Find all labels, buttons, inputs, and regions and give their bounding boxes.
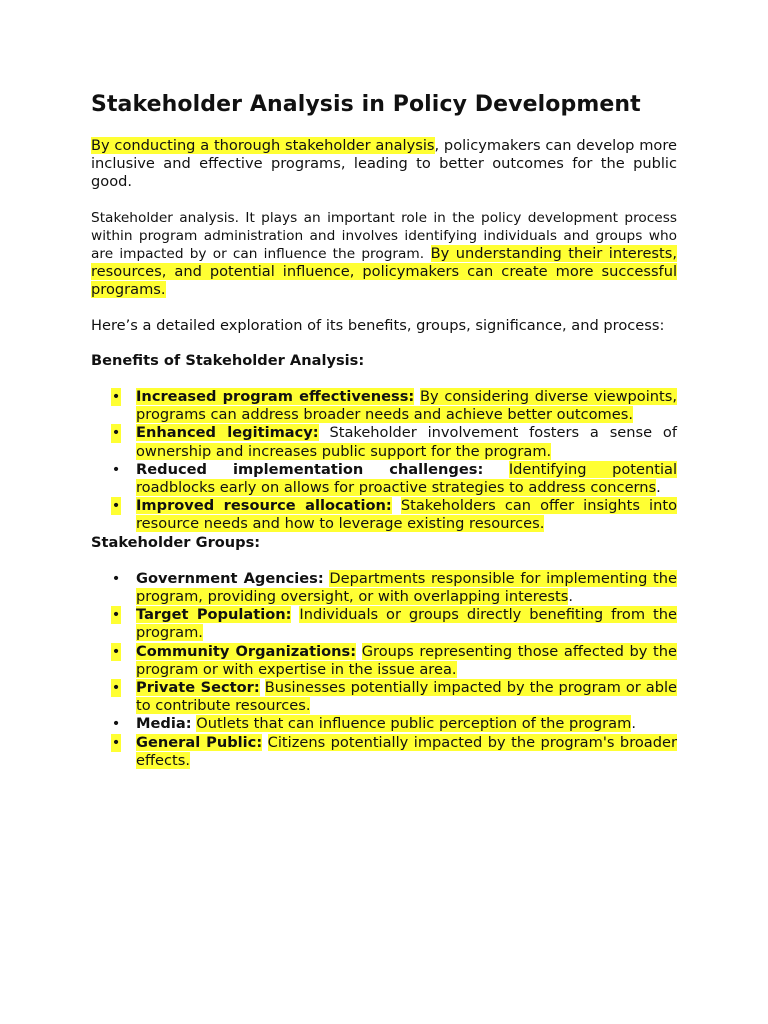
list-item: [91, 424, 677, 460]
list-item: [91, 643, 677, 679]
list-item-text: Departments responsible for implementing the program, providing oversight, or with overlapping interests: [136, 569, 678, 606]
page-title: Stakeholder Analysis in Policy Development: [91, 92, 641, 117]
groups-list: [91, 570, 677, 770]
list-item-text: Individuals or groups directly benefiting from the program.: [136, 606, 677, 642]
list-item-text-highlight: Identifying potential roadblocks early on allows for proactive strategies to address concerns: [136, 460, 677, 497]
list-item-text: Stakeholder involvement fosters a sense of: [329, 424, 678, 442]
list-item-tail: .: [656, 479, 661, 497]
list-item-term: Enhanced legitimacy:: [136, 424, 319, 442]
list-item: [91, 461, 677, 497]
overview-lead: Stakeholder analysis. It plays an important role in the policy development process within program administration and involves identifying individuals and groups who are impacted by or can influence the program.: [91, 209, 677, 263]
overview-paragraph: [91, 209, 677, 300]
bullet-icon: •: [111, 460, 121, 478]
list-item-text: Groups representing those affected by the program or with expertise in the issue area.: [136, 642, 677, 678]
overview-highlight: By understanding their interests, resources, and potential influence, policymakers can create more successful programs.: [91, 245, 677, 299]
list-item-term: Government Agencies:: [136, 569, 324, 587]
list-item: [91, 570, 677, 606]
list-item-term: Private Sector:: [136, 679, 260, 697]
list-item-term: Reduced implementation challenges:: [136, 460, 484, 478]
benefits-heading: Benefits of Stakeholder Analysis:: [91, 351, 365, 369]
bullet-icon: •: [111, 569, 121, 587]
list-item-tail: .: [568, 588, 573, 606]
bullet-icon: •: [111, 642, 121, 660]
list-item-text: Businesses potentially impacted by the program or able to contribute resources.: [136, 679, 678, 715]
list-item-term: Target Population:: [136, 606, 292, 624]
bullet-icon: •: [111, 497, 121, 515]
list-item: [91, 734, 677, 770]
benefits-list: [91, 388, 677, 534]
bullet-icon: •: [111, 733, 121, 751]
intro-highlight: By conducting a thorough stakeholder analysis: [91, 137, 435, 154]
list-item-text: By considering diverse viewpoints, programs can address broader needs and achieve better outcomes.: [136, 388, 677, 424]
intro-paragraph: [91, 137, 677, 192]
list-item-term: General Public:: [136, 733, 263, 751]
intro-rest: , policymakers can develop more inclusive and effective programs, leading to better outcomes for the public good.: [91, 137, 678, 191]
bullet-icon: •: [111, 424, 121, 442]
exploration-paragraph: Here’s a detailed exploration of its benefits, groups, significance, and process:: [91, 316, 665, 334]
list-item-text: Stakeholders can offer insights into resource needs and how to leverage existing resources.: [136, 497, 677, 533]
list-item-text: Citizens potentially impacted by the program's broader effects.: [136, 733, 677, 769]
list-item-tail: .: [631, 715, 636, 733]
list-item: [91, 497, 677, 533]
bullet-icon: •: [111, 715, 121, 733]
groups-heading: Stakeholder Groups:: [91, 533, 261, 551]
list-item: [91, 388, 677, 424]
list-item: [91, 715, 677, 733]
list-item: [91, 606, 677, 642]
list-item-term: Media:: [136, 715, 192, 733]
bullet-icon: •: [111, 679, 121, 697]
list-item-term: Improved resource allocation:: [136, 497, 392, 515]
bullet-icon: •: [111, 388, 121, 406]
document-page: [91, 90, 677, 770]
list-item-text-highlight: ownership and increases public support for the program.: [136, 442, 552, 460]
list-item-term: Community Organizations:: [136, 642, 357, 660]
list-item-term: Increased program effectiveness:: [136, 388, 415, 406]
list-item-text: Outlets that can influence public perception of the program: [196, 715, 632, 733]
list-item: [91, 679, 677, 715]
bullet-icon: •: [111, 606, 121, 624]
